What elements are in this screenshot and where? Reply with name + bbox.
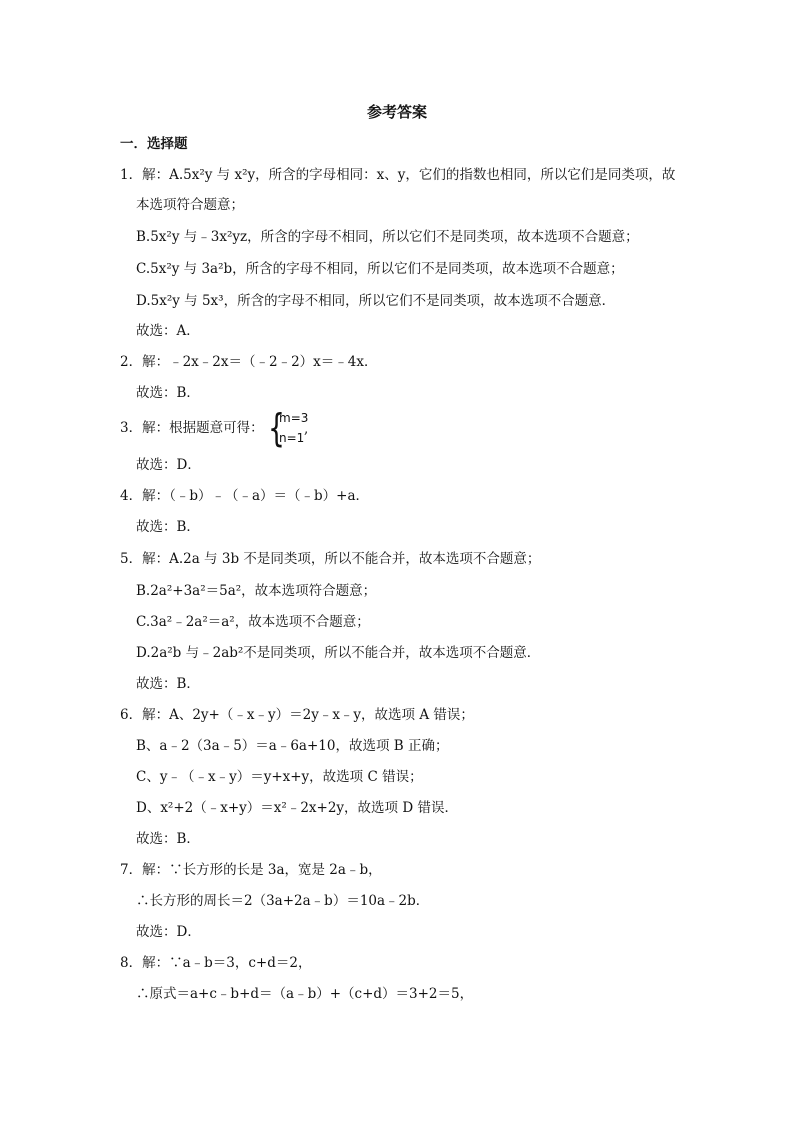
answer-line: 故选：D． bbox=[136, 924, 201, 940]
answer-line: 3．解：根据题意可得： bbox=[120, 420, 264, 436]
answer-line: 故选：B． bbox=[136, 831, 200, 847]
answer-line: D.2a²b 与﹣2ab²不是同类项，所以不能合并，故本选项不合题意． bbox=[136, 645, 541, 661]
equation-row: n=1 bbox=[279, 431, 305, 445]
answer-line: 4．解：（﹣b）﹣（﹣a）＝（﹣b）+a． bbox=[120, 488, 370, 504]
answer-line: C、y﹣（﹣x﹣y）＝y+x+y，故选项 C 错误； bbox=[136, 769, 423, 785]
answer-line: 故选：B． bbox=[136, 676, 200, 692]
answer-line: 6．解：A、2y+（﹣x﹣y）＝2y﹣x﹣y，故选项 A 错误； bbox=[120, 707, 474, 723]
brace-symbol: { bbox=[268, 406, 285, 450]
answer-line: B.5x²y 与﹣3x²yz，所含的字母不相同，所以它们不是同类项，故本选项不合题意； bbox=[136, 229, 639, 245]
equation-tail: , bbox=[304, 421, 309, 437]
answer-line: 故选：B． bbox=[136, 385, 200, 401]
answer-line: ∴长方形的周长＝2（3a+2a﹣b）＝10a﹣2b． bbox=[136, 893, 430, 909]
answer-line: ∴原式＝a+c﹣b+d＝（a﹣b）+（c+d）＝3+2＝5， bbox=[136, 986, 474, 1002]
answer-line: 2．解：﹣2x﹣2x＝（﹣2﹣2）x＝﹣4x． bbox=[120, 354, 378, 370]
answer-line: B、a﹣2（3a﹣5）＝a﹣6a+10，故选项 B 正确； bbox=[136, 738, 449, 754]
answer-line: 故选：D． bbox=[136, 457, 201, 473]
answer-line: 本选项符合题意； bbox=[136, 197, 244, 213]
answer-line: 5．解：A.2a 与 3b 不是同类项，所以不能合并，故本选项不合题意； bbox=[120, 551, 541, 567]
answer-line: C.5x²y 与 3a²b，所含的字母不相同，所以它们不是同类项，故本选项不合题意； bbox=[136, 261, 624, 277]
answer-line: 8．解：∵a﹣b＝3，c+d＝2， bbox=[120, 955, 312, 971]
page-title: 参考答案 bbox=[366, 103, 427, 121]
section-heading: 一．选择题 bbox=[120, 136, 188, 152]
answer-line: C.3a²﹣2a²＝a²，故本选项不合题意； bbox=[136, 614, 370, 630]
answer-line: D.5x²y 与 5x³，所含的字母不相同，所以它们不是同类项，故本选项不合题意． bbox=[136, 293, 616, 309]
answer-line: D、x²+2（﹣x+y）＝x²﹣2x+2y，故选项 D 错误． bbox=[136, 800, 458, 816]
answer-line: 故选：A． bbox=[136, 323, 200, 339]
answer-line: 故选：B． bbox=[136, 519, 200, 535]
answer-line: 7．解：∵长方形的长是 3a，宽是 2a﹣b， bbox=[120, 862, 382, 878]
answer-line: B.2a²+3a²＝5a²，故本选项符合题意； bbox=[136, 583, 377, 599]
answer-line: 1．解：A.5x²y 与 x²y，所含的字母相同：x、y，它们的指数也相同，所以它们是同类项，故 bbox=[120, 167, 676, 183]
equation-row: m=3 bbox=[279, 411, 309, 425]
equation-system bbox=[268, 406, 328, 451]
